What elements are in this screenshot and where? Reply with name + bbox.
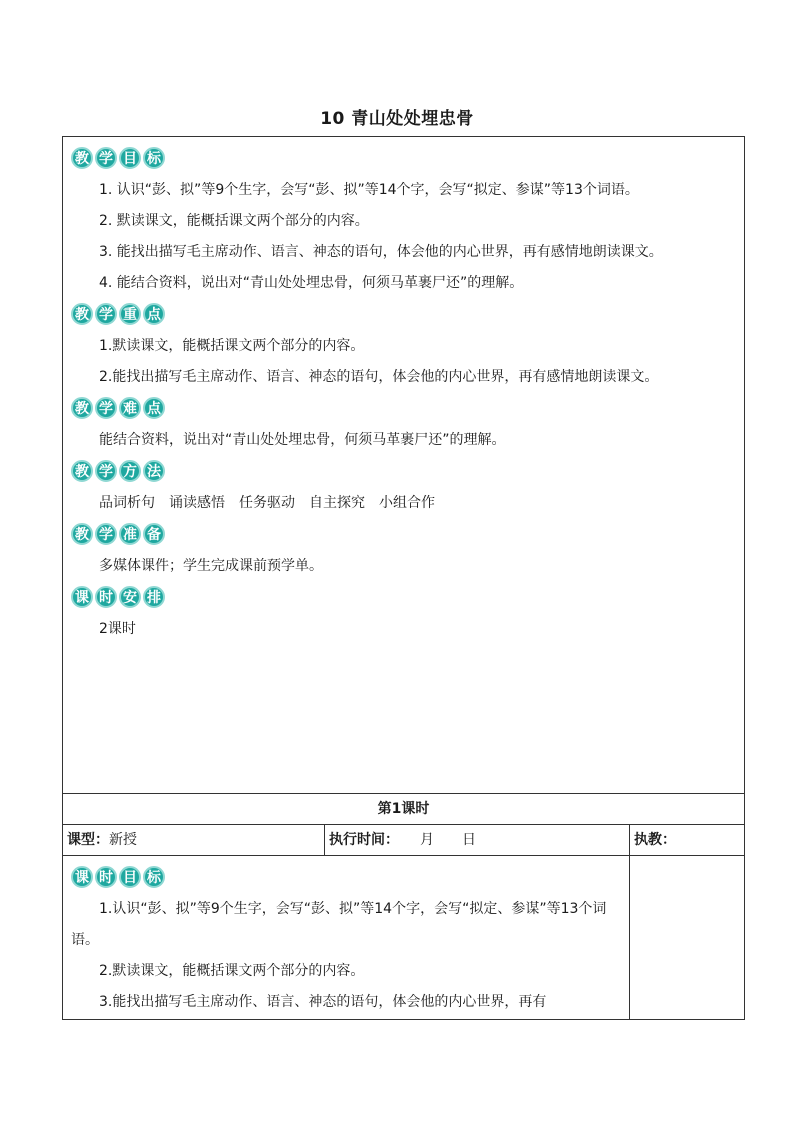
lesson-type-cell [63,825,325,856]
overview-sections [63,137,744,645]
section-heading [71,303,736,325]
section-paragraph: 2.默读课文，能概括课文两个部分的内容。 [99,963,365,979]
execution-time-label: 执行时间： [329,832,392,848]
heading-badge: 教 [71,397,93,419]
heading-badge: 备 [143,523,165,545]
heading-badge: 教 [71,523,93,545]
heading-badge: 标 [143,866,165,888]
teacher-label: 执教： [634,832,676,848]
heading-badge: 安 [119,586,141,608]
heading-badge: 点 [143,397,165,419]
section-heading [71,586,736,608]
heading-badge: 目 [119,147,141,169]
section-paragraph: 2. 默读课文，能概括课文两个部分的内容。 [99,213,369,229]
heading-badge: 学 [95,303,117,325]
section-paragraph: 多媒体课件；学生完成课前预学单。 [99,558,323,574]
section-paragraph: 1.默读课文，能概括课文两个部分的内容。 [99,338,365,354]
overview-cell [63,137,745,794]
section-heading [71,147,736,169]
execution-time-value: 月 日 [392,832,476,848]
section-paragraph: 2.能找出描写毛主席动作、语言、神态的语句，体会他的内心世界，再有感情地朗读课文。 [99,369,659,385]
lesson-type-label: 课型： [67,832,109,848]
lesson-plan-table [62,136,745,1020]
page-title: 10 青山处处埋忠骨 [320,109,474,129]
overview-section [63,397,744,456]
execution-time-cell [325,825,630,856]
lesson-number-row: 第1课时 [63,794,745,825]
section-paragraph: 1.认识“彭、拟”等9个生字，会写“彭、拟”等14个字，会写“拟定、参谋”等13个词语。 [71,901,607,948]
heading-badge: 学 [95,523,117,545]
overview-section [63,523,744,582]
heading-badge: 课 [71,866,93,888]
heading-badge: 标 [143,147,165,169]
heading-badge: 时 [95,866,117,888]
heading-badge: 教 [71,147,93,169]
heading-badge: 学 [95,147,117,169]
heading-badge: 课 [71,586,93,608]
section-paragraph: 3. 能找出描写毛主席动作、语言、神态的语句，体会他的内心世界，再有感情地朗读课文。 [99,244,663,260]
section-heading [71,397,736,419]
section-paragraph: 2课时 [99,621,136,637]
teacher-cell [630,825,745,856]
heading-badge: 排 [143,586,165,608]
notes-cell [630,856,745,1020]
section-heading [71,866,621,888]
lesson-goal-section [63,856,629,1018]
heading-badge: 点 [143,303,165,325]
section-heading [71,523,736,545]
lesson-goal-cell [63,856,630,1020]
heading-badge: 准 [119,523,141,545]
heading-badge: 教 [71,460,93,482]
heading-badge: 重 [119,303,141,325]
heading-badge: 教 [71,303,93,325]
overview-section [63,303,744,393]
section-paragraph: 4. 能结合资料，说出对“青山处处埋忠骨，何须马革裹尸还”的理解。 [99,275,524,291]
overview-section [63,586,744,645]
section-paragraph: 能结合资料，说出对“青山处处埋忠骨，何须马革裹尸还”的理解。 [99,432,506,448]
section-heading [71,460,736,482]
heading-badge: 学 [95,460,117,482]
heading-badge: 学 [95,397,117,419]
heading-badge: 难 [119,397,141,419]
overview-section [63,460,744,519]
heading-badge: 时 [95,586,117,608]
overview-section [63,137,744,299]
heading-badge: 方 [119,460,141,482]
heading-badge: 目 [119,866,141,888]
section-paragraph: 1. 认识“彭、拟”等9个生字，会写“彭、拟”等14个字，会写“拟定、参谋”等13个词语。 [99,182,639,198]
lesson-type-value: 新授 [109,832,137,848]
section-paragraph: 品词析句 诵读感悟 任务驱动 自主探究 小组合作 [99,495,435,511]
section-paragraph: 3.能找出描写毛主席动作、语言、神态的语句，体会他的内心世界，再有 [99,994,547,1010]
heading-badge: 法 [143,460,165,482]
